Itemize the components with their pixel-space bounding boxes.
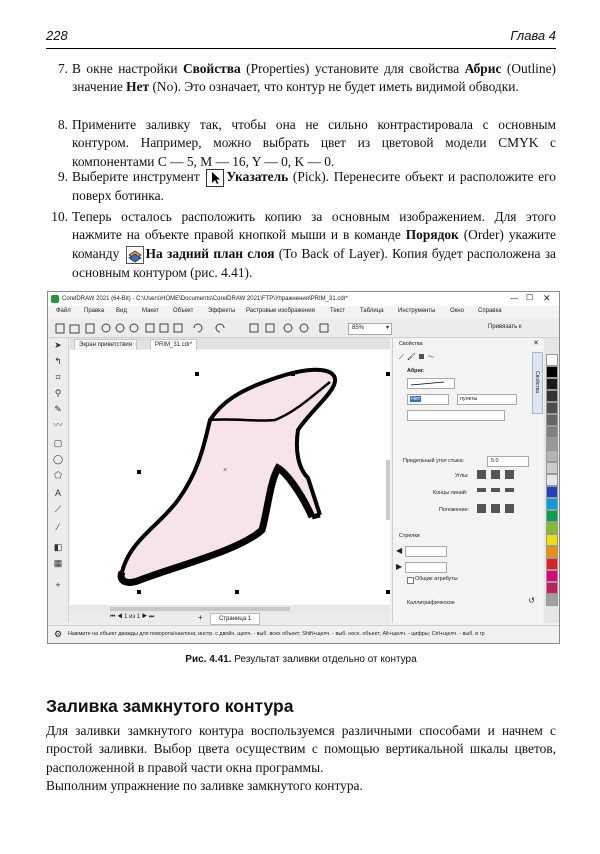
palette-swatch[interactable] [546, 534, 558, 546]
section-heading: Заливка замкнутого контура [46, 696, 294, 716]
docker-title: Свойства [399, 341, 423, 347]
page-tab[interactable]: Страница 1 [210, 613, 260, 625]
outline-width-combo[interactable]: Нет [407, 394, 449, 405]
outline-color-combo[interactable] [407, 410, 505, 421]
zoom-tool-icon[interactable]: ⚲ [54, 388, 62, 398]
docker-close-icon[interactable]: ✕ [533, 340, 539, 347]
properties-docker [392, 338, 543, 623]
menu-bar [48, 306, 559, 318]
status-text: Нажмите на объект дважды для поворота/наклона; инстр. с двойн. щелч. - выб. всех объект; Shift+щелч. - выб. неск. объект; Alt+щелч. - цифры; Ctrl+щелч. - выб. в гр [68, 631, 485, 637]
calligraphic-label: Каллиграфическое [407, 600, 455, 606]
step-number: 10. [51, 209, 68, 224]
status-bar [48, 625, 559, 644]
palette-swatch[interactable] [546, 462, 558, 474]
toolbar-icons[interactable] [54, 319, 354, 337]
selection-handle[interactable] [137, 470, 141, 474]
rectangle-tool-icon[interactable]: ▢ [53, 438, 63, 448]
standard-toolbar [48, 319, 559, 338]
step-9 [46, 168, 556, 208]
page-header [46, 28, 556, 46]
side-tab-properties[interactable]: Свойства [532, 352, 543, 414]
title-bar [48, 292, 559, 306]
page-navigator [70, 613, 390, 624]
pick-tool-icon[interactable]: ➤ [54, 340, 62, 350]
palette-swatch[interactable] [546, 390, 558, 402]
palette-swatch[interactable] [546, 594, 558, 606]
arrows-label: Стрелки [399, 533, 420, 539]
maximize-icon[interactable]: ☐ [526, 293, 534, 302]
figure-screenshot [47, 291, 560, 644]
to-back-of-layer-icon [126, 246, 144, 264]
selection-handle[interactable] [235, 590, 239, 594]
body-paragraph: Для заливки замкнутого контура воспользуемся различными способами и начнем с простой заливки. Выбор цвета осуществим с помощью вертикальной шкалы цветов, расположенной в правой части окна программы. [46, 723, 556, 775]
close-icon[interactable]: ✕ [543, 293, 551, 303]
menu-item-bitmaps[interactable]: Растровые изображения [246, 308, 315, 314]
step-text: Примените заливку так, чтобы она не сильно контрастировала с основным контуром. Например, можно выбрать цвет из цветовой модели CMYK с компонентами C — 5, M — 16, Y — 0, K — 0. [72, 117, 556, 169]
toolbox [48, 338, 69, 623]
palette-swatch[interactable] [546, 438, 558, 450]
ellipse-tool-icon[interactable]: ◯ [53, 454, 64, 464]
palette-swatch[interactable] [546, 498, 558, 510]
document-tabs [70, 338, 390, 349]
shared-attributes-checkbox[interactable] [407, 577, 414, 584]
end-arrow-combo[interactable]: ▶ [405, 562, 447, 573]
freehand-tool-icon[interactable]: ✎ [54, 404, 62, 414]
palette-swatch[interactable] [546, 354, 558, 366]
miter-limit-label: Предельный угол стыка: [403, 458, 465, 464]
shadow-tool-icon[interactable]: ◧ [53, 542, 63, 552]
window-title: CorelDRAW 2021 (64-Bit) - C:\Users\HOME\Documents\CorelDRAW 2021\FTP\Упражнения\PRIM_31.cdr* [62, 296, 348, 302]
eyedropper-icon[interactable]: ⁄ [57, 522, 59, 532]
palette-swatch[interactable] [546, 378, 558, 390]
start-arrow-combo[interactable]: ◀ [405, 546, 447, 557]
horizontal-scrollbar[interactable] [70, 605, 390, 613]
svg-text:×: × [223, 467, 228, 474]
menu-item-layout[interactable]: Макет [142, 308, 159, 314]
selection-handle[interactable] [195, 372, 199, 376]
step-number: 7. [57, 61, 68, 76]
docker-icons[interactable]: ⟋🖌▦〜 [399, 354, 438, 361]
outline-style-combo[interactable] [407, 378, 455, 389]
menu-item-tools[interactable]: Инструменты [398, 308, 436, 314]
header-rule [46, 48, 556, 49]
menu-item-edit[interactable]: Правка [84, 308, 105, 314]
corners-label: Углы: [455, 473, 469, 479]
selection-handle[interactable] [386, 372, 390, 376]
miter-limit-input[interactable]: 5.0 [487, 456, 529, 467]
selection-handle[interactable] [386, 590, 390, 594]
chapter-title: Глава 4 [510, 28, 556, 43]
status-gear-icon: ⚙ [54, 629, 63, 639]
palette-swatch[interactable] [546, 474, 558, 486]
minimize-icon[interactable]: — [510, 294, 518, 303]
menu-item-window[interactable]: Окно [450, 308, 464, 314]
page-number: 228 [46, 28, 68, 43]
menu-item-effects[interactable]: Эффекты [208, 308, 236, 314]
zoom-combo[interactable]: 85% ▾ [348, 323, 392, 335]
step-number: 9. [57, 169, 68, 184]
palette-swatch[interactable] [546, 486, 558, 498]
line-tool-icon[interactable]: ⟋ [54, 504, 62, 514]
menu-item-table[interactable]: Таблица [360, 308, 384, 314]
step-8 [46, 116, 556, 172]
shared-attributes-label: Общие атрибуты [415, 576, 458, 582]
step-text: Теперь осталось расположить копию за основным изображением. Для этого нажмите на объекте правой кнопкой мыши и в команде Порядок (Order) укажите команду На задний план слоя (To Back of Layer). Копия будет расположена за основным контуром (рис. 4.41). [72, 209, 556, 280]
tab-welcome[interactable]: Экран приветствия [74, 339, 137, 350]
selection-handle[interactable] [291, 372, 295, 376]
vertical-scrollbar[interactable] [386, 460, 390, 520]
body-paragraph: Выполним упражнение по заливке замкнутого контура. [46, 778, 363, 793]
app-icon [51, 295, 59, 303]
palette-swatch[interactable] [546, 402, 558, 414]
step-text: Выберите инструмент Указатель (Pick). Перенесите объект и расположите его поверх ботинка. [72, 169, 556, 203]
shoe-drawing[interactable] [70, 350, 390, 605]
step-text: В окне настройки Свойства (Properties) установите для свойства Абрис (Outline) значение Нет (No). Это означает, что контур не будет иметь видимой обводки. [72, 61, 556, 95]
palette-swatch[interactable] [546, 546, 558, 558]
add-tool-icon[interactable]: + [55, 580, 61, 590]
text-tool-icon[interactable]: A [54, 488, 61, 498]
outline-option-buttons[interactable] [475, 468, 535, 523]
step-7 [46, 60, 556, 116]
palette-swatch[interactable] [546, 558, 558, 570]
drawing-canvas[interactable] [70, 350, 390, 605]
units-combo[interactable]: пункты [457, 394, 517, 405]
line-caps-label: Концы линий: [433, 490, 468, 496]
menu-item-view[interactable]: Вид [116, 308, 127, 314]
reset-icon[interactable]: ↺ [528, 596, 535, 605]
artistic-media-icon[interactable]: 〰 [53, 420, 63, 430]
crop-tool-icon[interactable]: ⌗ [55, 372, 61, 382]
step-10 [46, 208, 556, 284]
palette-swatch[interactable] [546, 522, 558, 534]
palette-swatch[interactable] [546, 414, 558, 426]
color-palette [544, 338, 559, 623]
palette-swatch[interactable] [546, 510, 558, 522]
menu-item-text[interactable]: Текст [330, 308, 346, 314]
menu-item-file[interactable]: Файл [56, 308, 71, 314]
menu-item-object[interactable]: Объект [173, 308, 194, 314]
page-add-icon[interactable]: + [198, 613, 203, 622]
pattern-tool-icon[interactable]: ▦ [53, 558, 63, 568]
menu-item-help[interactable]: Справка [478, 308, 502, 314]
palette-swatch[interactable] [546, 426, 558, 438]
palette-swatch[interactable] [546, 570, 558, 582]
palette-swatch[interactable] [546, 450, 558, 462]
outline-section-title: Абрис [407, 368, 424, 374]
figure-caption: Рис. 4.41. Результат заливки отдельно от контура [185, 654, 417, 665]
tab-prim31[interactable]: PRIM_31.cdr* [150, 339, 197, 350]
pick-tool-icon [206, 169, 224, 187]
palette-swatch[interactable] [546, 582, 558, 594]
page-nav-arrows[interactable]: ⏮ ◀ 1 из 1 ▶ ⏭ [110, 614, 155, 620]
selection-handle[interactable] [137, 590, 141, 594]
palette-swatch[interactable] [546, 366, 558, 378]
step-number: 8. [57, 117, 68, 132]
polygon-tool-icon[interactable]: ⬠ [54, 470, 62, 480]
shape-tool-icon[interactable]: ↰ [54, 356, 62, 366]
snap-to-button[interactable]: Привязать к [488, 324, 522, 330]
position-label: Положение: [439, 507, 469, 513]
